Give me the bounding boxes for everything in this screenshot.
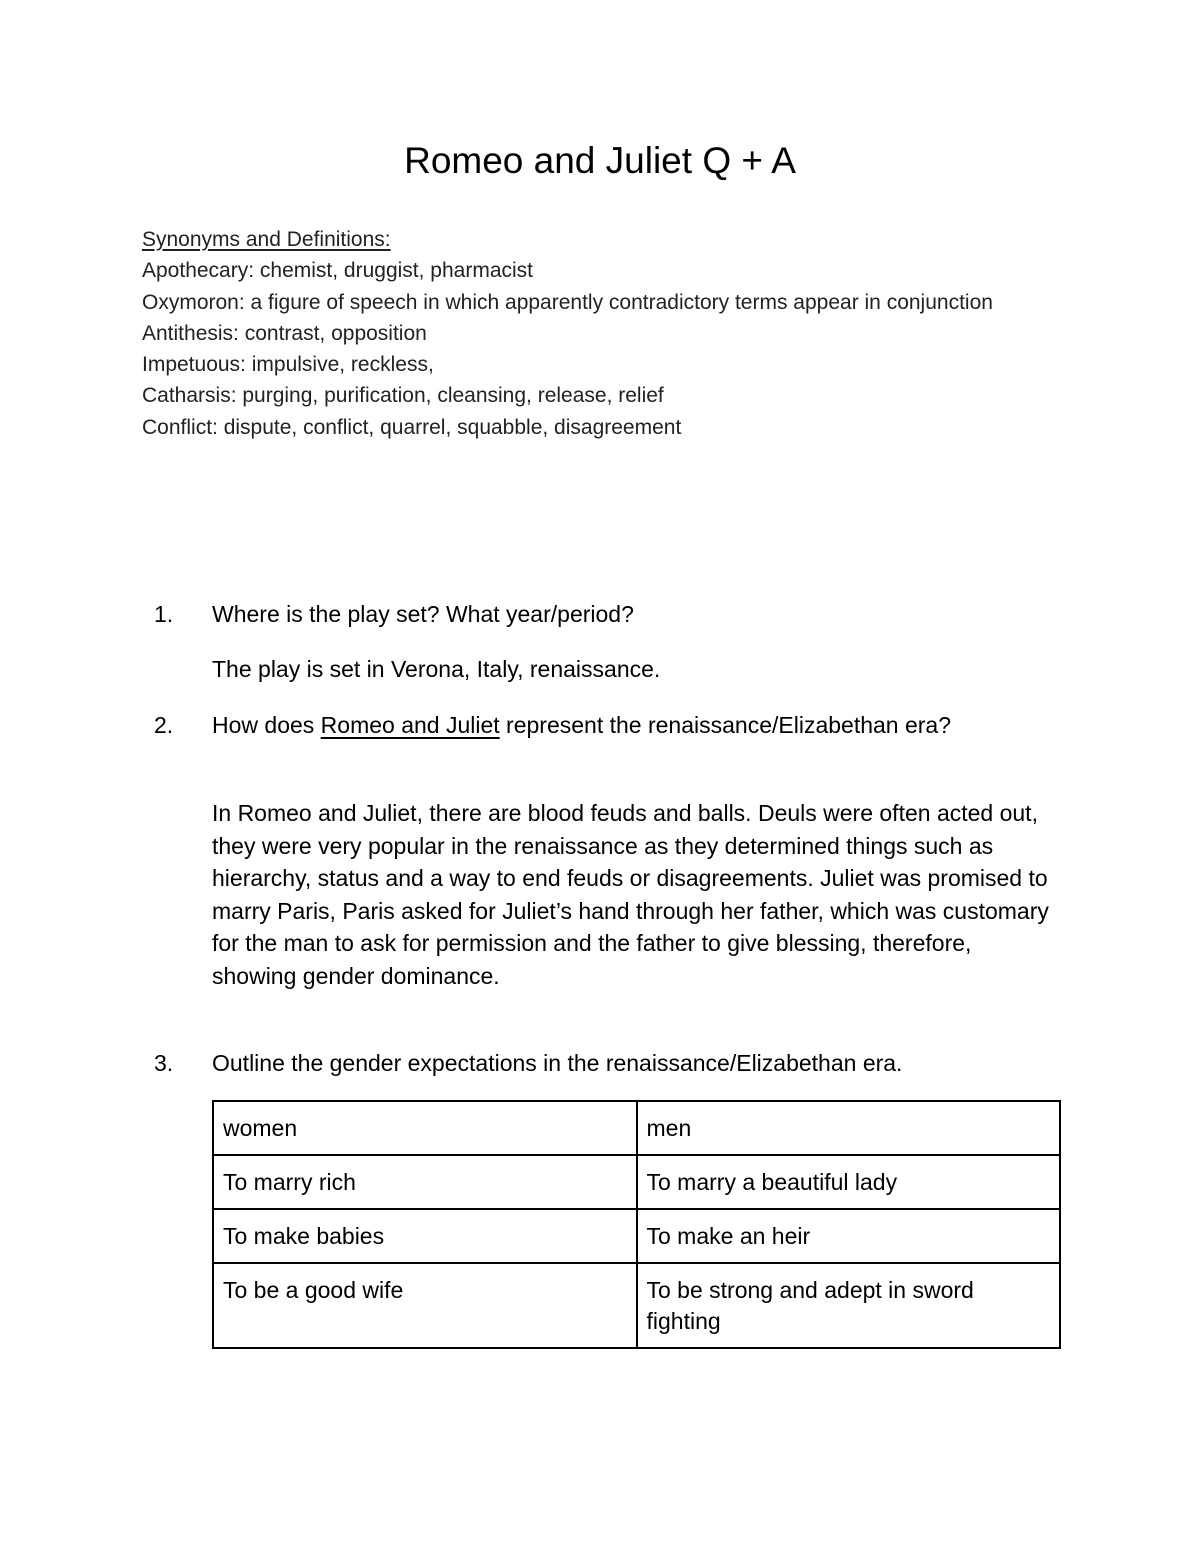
definitions-section [142, 224, 1002, 443]
definition-item: Impetuous: impulsive, reckless, [142, 353, 434, 377]
definition-item: Oxymoron: a figure of speech in which apparently contradictory terms appear in conjunction [142, 290, 993, 314]
table-row [213, 1155, 1060, 1209]
definition-item: Catharsis: purging, purification, cleansing, release, relief [142, 384, 664, 408]
question-text-part: How does [212, 712, 321, 738]
table-cell: To be strong and adept in sword fighting [637, 1263, 1061, 1348]
table-header-cell: women [213, 1101, 637, 1155]
play-title-underlined: Romeo and Juliet [320, 712, 500, 738]
definition-item: Apothecary: chemist, druggist, pharmacist [142, 259, 534, 283]
answer-text: The play is set in Verona, Italy, renaissance. [212, 656, 661, 682]
question-number: 1. [154, 601, 174, 627]
page-title: Romeo and Juliet Q + A [404, 140, 796, 181]
table-header-cell: men [637, 1101, 1061, 1155]
question-number: 2. [154, 712, 174, 738]
question-text: Where is the play set? What year/period? [212, 601, 634, 627]
question-number: 3. [154, 1050, 174, 1076]
table-cell: To make babies [213, 1209, 637, 1263]
definition-item: Antithesis: contrast, opposition [142, 321, 427, 345]
table-cell: To make an heir [637, 1209, 1061, 1263]
table-cell: To marry a beautiful lady [637, 1155, 1061, 1209]
table-header-row [213, 1101, 1060, 1155]
table-row [213, 1209, 1060, 1263]
table-cell: To marry rich [213, 1155, 637, 1209]
question-text: Outline the gender expectations in the renaissance/Elizabethan era. [212, 1050, 903, 1076]
gender-expectations-table [212, 1100, 1061, 1349]
table-row [213, 1263, 1060, 1348]
definition-item: Conflict: dispute, conflict, quarrel, squabble, disagreement [142, 415, 682, 439]
question-text-part: represent the renaissance/Elizabethan era? [499, 712, 952, 738]
table-cell: To be a good wife [213, 1263, 637, 1348]
definitions-heading: Synonyms and Definitions: [142, 228, 391, 251]
question-text [212, 709, 1032, 742]
answer-text: In Romeo and Juliet, there are blood feuds and balls. Deuls were often acted out, they were very popular in the renaissance as they determined things such as hierarchy, status and a way to end feuds or disagreements. Juliet was promised to marry Paris, Paris asked for Juliet’s hand through her father, which was customary for the man to ask for permission and the father to give blessing, therefore, showing gender dominance. [212, 800, 1049, 989]
